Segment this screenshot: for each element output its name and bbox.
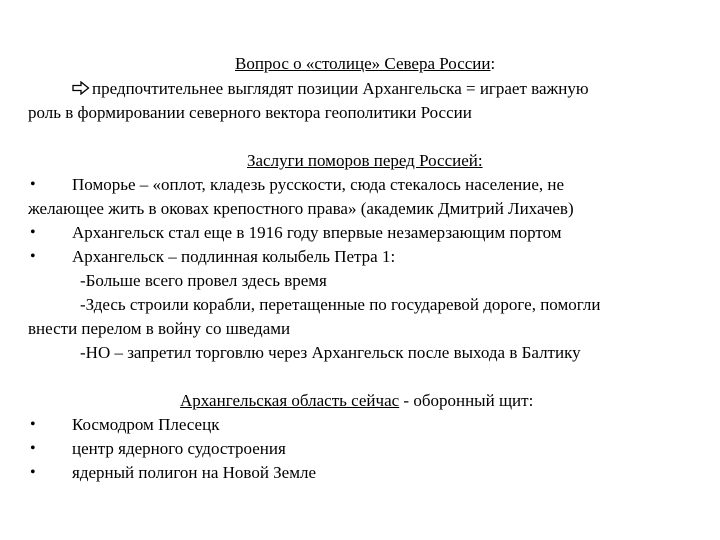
list-item: ядерный полигон на Новой Земле (72, 463, 317, 482)
bullet-marker: • (30, 224, 36, 241)
sub-item-1: -Больше всего провел здесь время (80, 271, 327, 290)
bullet-marker: • (30, 248, 36, 265)
section1-line1-text: предпочтительнее выглядят позиции Архангельска = играет важную (92, 79, 589, 98)
list-item: центр ядерного судостроения (72, 439, 286, 458)
sub-item-3: -НО – запретил торговлю через Архангельск после выхода в Балтику (80, 343, 581, 362)
bullet-marker: • (30, 176, 36, 193)
section1-line2: роль в формировании северного вектора геополитики России (28, 103, 472, 122)
list-item: Космодром Плесецк (72, 415, 220, 434)
section3-heading-line (180, 389, 533, 413)
arrow-right-icon (72, 81, 90, 95)
section2-heading-line (247, 149, 483, 173)
sub-item-2-line1: -Здесь строили корабли, перетащенные по государевой дороге, помогли (80, 295, 601, 314)
bullet1-line2: желающее жить в оковах крепостного права» (академик Дмитрий Лихачев) (28, 199, 574, 218)
section3-heading: Архангельская область сейчас (180, 391, 400, 410)
bullet1-line1: Поморье – «оплот, кладезь русскости, сюда стекалось население, не (72, 175, 565, 194)
section1-line1 (72, 77, 589, 101)
section1-heading-line (235, 52, 495, 76)
bullet2: Архангельск стал еще в 1916 году впервые незамерзающим портом (72, 223, 562, 242)
bullet3: Архангельск – подлинная колыбель Петра 1: (72, 247, 396, 266)
sub-item-2-line2: внести перелом в войну со шведами (28, 319, 291, 338)
bullet-marker: • (30, 464, 36, 481)
section2-heading: Заслуги поморов перед Россией: (247, 151, 483, 170)
bullet-marker: • (30, 416, 36, 433)
section3-heading-suffix: - оборонный щит: (399, 391, 534, 410)
section1-heading: Вопрос о «столице» Севера России (235, 54, 491, 73)
section1-heading-suffix: : (490, 54, 496, 73)
bullet-marker: • (30, 440, 36, 457)
